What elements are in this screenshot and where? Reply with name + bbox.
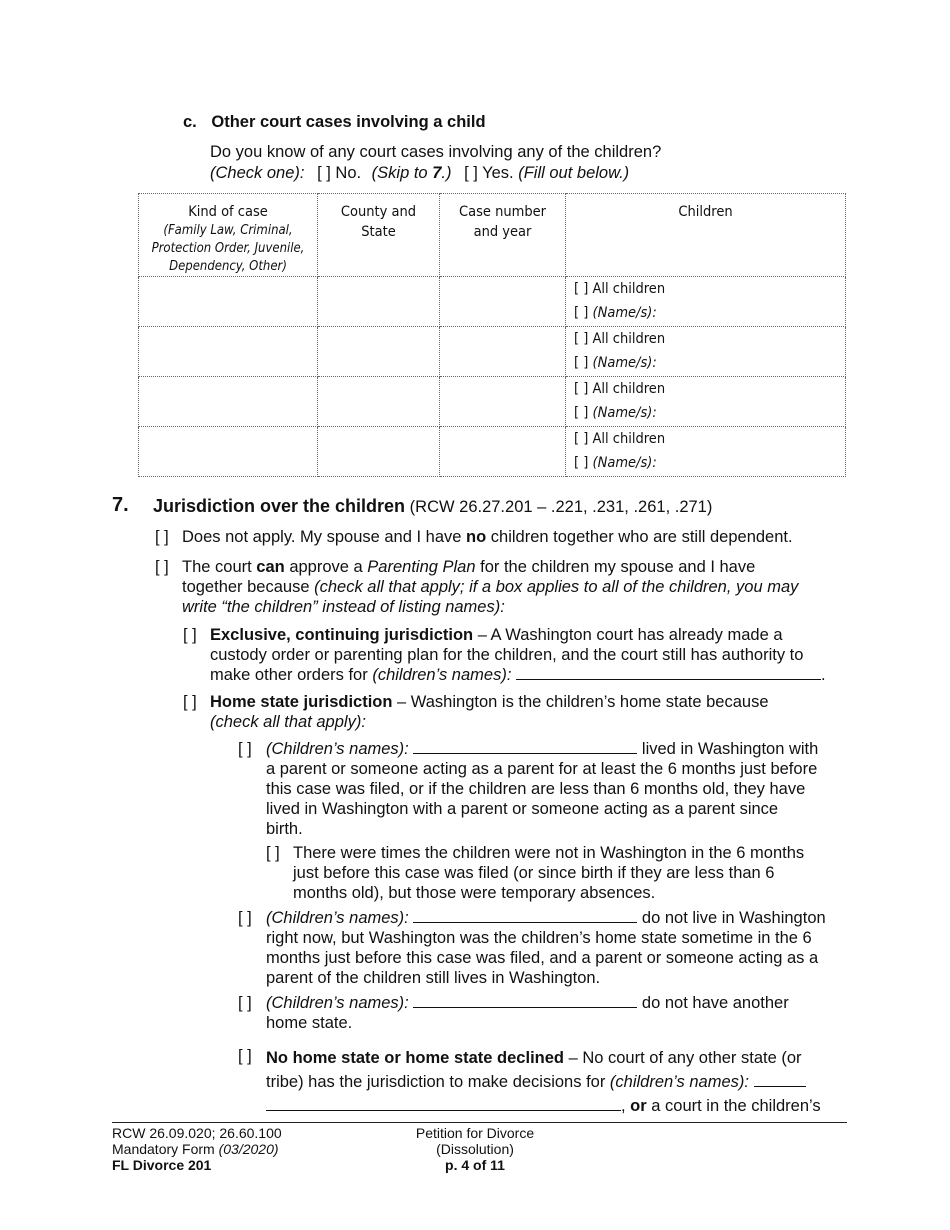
section-c-options [210,163,629,183]
header-kind-of-case: Kind of case (Family Law, Criminal, Protection Order, Juvenile, Dependency, Other) [139,194,318,277]
can-approve-checkbox[interactable]: [ ] [155,558,169,576]
yes-checkbox[interactable]: [ ] Yes. [464,164,514,182]
home-lived-checkbox[interactable]: [ ] [238,740,252,758]
kind-cell[interactable] [139,327,318,377]
children-cell [566,327,846,377]
names-checkbox[interactable]: [ ] (Name/s): [574,305,657,321]
footer-rcw: RCW 26.09.020; 26.60.100 [112,1125,282,1141]
names-checkbox[interactable]: [ ] (Name/s): [574,455,657,471]
skip-note: (Skip to 7.) [371,164,452,182]
county-cell[interactable] [318,277,440,327]
home-state-checkbox[interactable]: [ ] [183,693,197,711]
header-children: Children [566,194,846,277]
no-home-state-text: No home state or home state declined – No court of any other state (or tribe) has the jurisdiction to make decisions for (children’s names): , or a court in the children’s [266,1049,821,1115]
children-cell [566,277,846,327]
children-cell [566,427,846,477]
case-number-cell[interactable] [440,277,566,327]
footer-doc-title: Petition for Divorce [415,1125,535,1141]
footer-form-id: FL Divorce 201 [112,1157,212,1173]
case-number-cell[interactable] [440,377,566,427]
footer-divider [112,1122,847,1123]
kind-cell[interactable] [139,427,318,477]
can-approve-text: The court can approve a Parenting Plan for the children my spouse and I have together because (check all that apply; if a box applies to all of the children, you may write “the children” instead of listing names): [182,558,799,616]
all-children-checkbox[interactable]: [ ] All children [574,281,666,297]
kind-cell[interactable] [139,277,318,327]
county-cell[interactable] [318,327,440,377]
home-not-live-checkbox[interactable]: [ ] [238,909,252,927]
not-apply-text: Does not apply. My spouse and I have no children together who are still dependent. [182,528,793,546]
section-7-rcw: (RCW 26.27.201 – .221, .231, .261, .271) [409,498,713,516]
not-apply-checkbox[interactable]: [ ] [155,528,169,546]
section-c-letter: c. [183,113,197,131]
check-one-label: (Check one): [210,164,305,182]
kind-cell[interactable] [139,377,318,427]
table-header-row [139,194,846,277]
no-home-names-field[interactable] [754,1072,806,1087]
all-children-checkbox[interactable]: [ ] All children [574,381,666,397]
home-not-live-names-field[interactable] [413,908,637,923]
county-cell[interactable] [318,377,440,427]
no-other-home-text: (Children’s names): do not have another home state. [266,994,789,1032]
section-7-number: 7. [112,494,129,516]
names-checkbox[interactable]: [ ] (Name/s): [574,355,657,371]
footer-doc-subtitle: (Dissolution) [436,1141,514,1157]
exclusive-text: Exclusive, continuing jurisdiction – A Washington court has already made a custody order or parenting plan for the children, and the court still has authority to make other orders for (children’s names): . [210,626,826,684]
no-home-names-field-continued[interactable] [266,1096,621,1111]
exclusive-names-field[interactable] [516,665,821,680]
footer-center [375,1125,575,1173]
home-not-live-text: (Children’s names): do not live in Washington right now, but Washington was the children’s home state sometime in the 6 months just before this case was filed, and a parent or someone acting as a parent of the children still lives in Washington. [266,909,826,987]
temporary-absence-checkbox[interactable]: [ ] [266,844,280,862]
footer-mandatory-form: Mandatory Form (03/2020) [112,1141,279,1157]
no-home-state-checkbox[interactable]: [ ] [238,1047,252,1065]
children-cell [566,377,846,427]
header-case-number: Case number and year [440,194,566,277]
court-cases-table [138,193,846,477]
section-c-heading [183,112,486,132]
home-lived-text: (Children’s names): lived in Washington with a parent or someone acting as a parent for at least the 6 months just before this case was filed, or if the children are less than 6 months old, they have lived in Washington with a parent or someone acting as a parent since birth. [266,740,819,838]
case-number-cell[interactable] [440,427,566,477]
no-other-home-names-field[interactable] [413,993,637,1008]
header-county-state: County and State [318,194,440,277]
table-row [139,427,846,477]
no-checkbox[interactable]: [ ] No. [317,164,362,182]
table-row [139,277,846,327]
footer-left [112,1125,282,1173]
footer-page-number: p. 4 of 11 [445,1157,505,1173]
names-checkbox[interactable]: [ ] (Name/s): [574,405,657,421]
table-row [139,377,846,427]
all-children-checkbox[interactable]: [ ] All children [574,431,666,447]
section-c-question: Do you know of any court cases involving any of the children? [210,143,662,161]
all-children-checkbox[interactable]: [ ] All children [574,331,666,347]
section-7-heading [153,496,712,517]
home-state-text: Home state jurisdiction – Washington is the children’s home state because (check all that apply): [210,693,769,731]
county-cell[interactable] [318,427,440,477]
section-7-title: Jurisdiction over the children [153,496,406,516]
fill-out-note: (Fill out below.) [518,164,630,182]
table-row [139,327,846,377]
home-lived-names-field[interactable] [413,739,637,754]
case-number-cell[interactable] [440,327,566,377]
section-c-title: Other court cases involving a child [211,113,486,131]
temporary-absence-text: There were times the children were not in Washington in the 6 months just before this case was filed (or since birth if they are less than 6 months old), but those were temporary absences. [293,844,805,902]
no-other-home-checkbox[interactable]: [ ] [238,994,252,1012]
exclusive-checkbox[interactable]: [ ] [183,626,197,644]
